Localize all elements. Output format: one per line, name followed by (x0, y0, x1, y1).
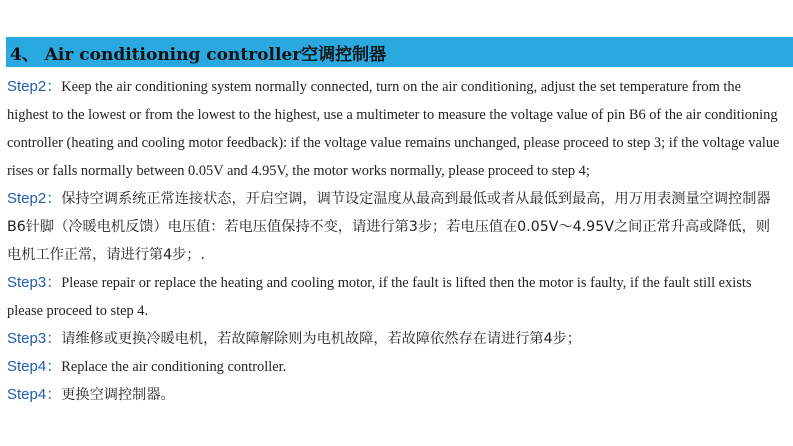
step-separator: ： (46, 190, 62, 207)
step-separator: ： (46, 330, 62, 347)
step-text: 请维修或更换冷暖电机，若故障解除则为电机故障，若故障依然存在请进行第4步； (61, 331, 581, 347)
step-separator: ： (46, 386, 62, 403)
step-label: Step3 (7, 330, 47, 347)
step4-en-paragraph (7, 353, 783, 381)
step3-en-paragraph (7, 269, 783, 325)
step-text: 保持空调系统正常连接状态，开启空调，调节设定温度从最高到最低或者从最低到最高，用万用表测量空调控制器B6针脚（冷暖电机反馈）电压值：若电压值保持不变，请进行第3步；若电压值在0.05V～4.95V之间正常升高或降低，则电机工作正常，请进行第4步；. (7, 191, 771, 263)
section-header (6, 37, 793, 67)
step-label: Step2 (7, 78, 47, 95)
step-text: Keep the air conditioning system normally connected, turn on the air conditioning, adjust the set temperature from the highest to the lowest or from the lowest to the highest, use a multimeter to measure the voltage value of pin B6 of the air conditioning controller (heating and cooling motor feedback): if the voltage value remains unchanged, please proceed to step 3; if the voltage value rises or falls normally between 0.05V and 4.95V, the motor works normally, please proceed to step 4; (7, 79, 780, 179)
section-title: 4、 Air conditioning controller空调控制器 (10, 44, 387, 65)
step2-en-paragraph (7, 73, 783, 185)
step-label: Step2 (7, 190, 47, 207)
step-label: Step4 (7, 386, 47, 403)
step-separator: ： (46, 78, 62, 95)
step3-zh-paragraph (7, 325, 783, 353)
step-label: Step4 (7, 358, 47, 375)
step-text: Please repair or replace the heating and cooling motor, if the fault is lifted then the motor is faulty, if the fault still exists please proceed to step 4. (7, 275, 752, 319)
step-text: 更换空调控制器。 (61, 387, 175, 403)
step4-zh-paragraph (7, 381, 783, 409)
document-body (7, 73, 783, 409)
step-separator: ： (46, 358, 62, 375)
step-separator: ： (46, 274, 62, 291)
step2-zh-paragraph (7, 185, 783, 269)
step-text: Replace the air conditioning controller. (61, 359, 287, 375)
step-label: Step3 (7, 274, 47, 291)
